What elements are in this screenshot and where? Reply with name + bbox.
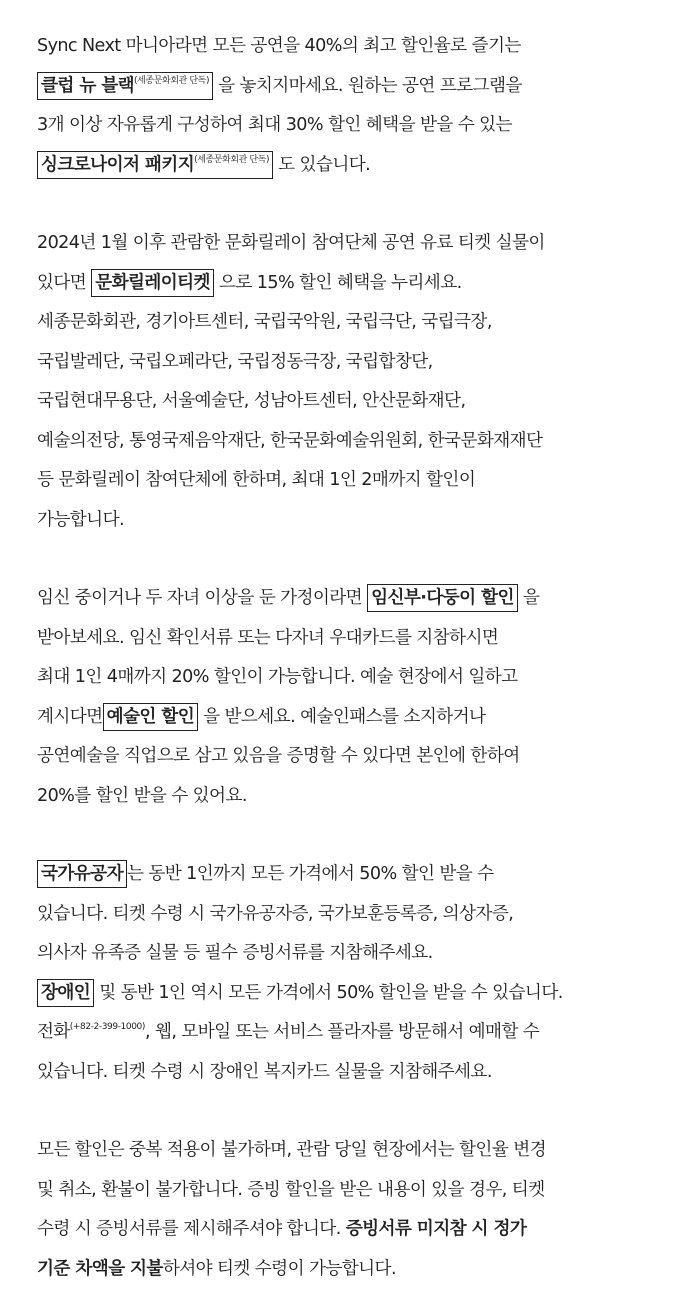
text-line: 등 문화릴레이 참여단체에 한하며, 최대 1인 2매까지 할인이	[37, 461, 677, 501]
text-line: 받아보세요. 임신 확인서류 또는 다자녀 우대카드를 지참하시면	[37, 619, 677, 659]
text-span: 수령 시 증빙서류를 제시해주셔야 합니다.	[37, 1219, 341, 1239]
text-line: 가능합니다.	[37, 501, 677, 541]
text-span: 계시다면	[37, 707, 103, 727]
text-span: 있다면	[37, 273, 86, 293]
merit-disabled-paragraph	[37, 855, 677, 1092]
text-line: 의사자 유족증 실물 등 필수 증빙서류를 지참해주세요.	[37, 934, 677, 974]
national-merit-badge: 국가유공자	[37, 860, 127, 888]
bold-notice: 증빙서류 미지참 시 정가	[346, 1219, 527, 1239]
text-line: 예술의전당, 통영국제음악재단, 한국문화예술위원회, 한국문화재재단	[37, 422, 677, 462]
text-line	[37, 855, 677, 895]
text-line: 최대 1인 4매까지 20% 할인이 가능합니다. 예술 현장에서 일하고	[37, 658, 677, 698]
text-span: 으로 15% 할인 혜택을 누리세요.	[219, 273, 462, 293]
text-line	[37, 579, 677, 619]
text-line: 및 취소, 환불이 불가합니다. 증빙 할인을 받은 내용이 있을 경우, 티켓	[37, 1171, 677, 1211]
text-span: 및 동반 1인 역시 모든 가격에서 50% 할인을 받을 수 있습니다.	[99, 983, 563, 1003]
text-line: 2024년 1월 이후 관람한 문화릴레이 참여단체 공연 유료 티켓 실물이	[37, 224, 677, 264]
culture-relay-paragraph	[37, 224, 677, 540]
pregnancy-artist-paragraph	[37, 579, 677, 816]
text-line	[37, 264, 677, 304]
text-span: 전화	[37, 1022, 70, 1042]
sync-note: (세종문화회관 단독)	[194, 154, 269, 164]
text-line	[37, 1250, 677, 1289]
text-line	[37, 1013, 677, 1053]
club-package-paragraph	[37, 27, 677, 185]
text-line	[37, 974, 677, 1014]
notice-paragraph	[37, 1131, 677, 1289]
text-line	[37, 67, 677, 107]
pregnancy-multichild-badge: 임신부·다둥이 할인	[367, 584, 518, 612]
culture-relay-ticket-badge: 문화릴레이티켓	[91, 269, 214, 297]
text-line	[37, 146, 677, 186]
text-line	[37, 698, 677, 738]
text-line: 3개 이상 자유롭게 구성하여 최대 30% 할인 혜택을 받을 수 있는	[37, 106, 677, 146]
text-span: 는 동반 1인까지 모든 가격에서 50% 할인 받을 수	[127, 864, 494, 884]
text-span: 하셔야 티켓 수령이 가능합니다.	[163, 1259, 396, 1279]
text-line: 있습니다. 티켓 수령 시 장애인 복지카드 실물을 지참해주세요.	[37, 1053, 677, 1093]
bold-notice: 기준 차액을 지불	[37, 1259, 163, 1279]
artist-discount-badge: 예술인 할인	[103, 703, 199, 731]
text-span: 도 있습니다.	[278, 155, 370, 175]
text-span: 을 놓치지마세요. 원하는 공연 프로그램을	[218, 76, 522, 96]
sync-label: 싱크로나이저 패키지	[41, 155, 194, 175]
phone-number: (+82-2-399-1000)	[70, 1022, 145, 1032]
synchronizer-package-badge	[37, 151, 273, 179]
discount-info	[37, 27, 677, 1289]
text-span: 을	[523, 588, 539, 608]
club-note: (세종문화회관 단독)	[134, 75, 209, 85]
text-line: 국립현대무용단, 서울예술단, 성남아트센터, 안산문화재단,	[37, 382, 677, 422]
text-line: 공연예술을 직업으로 삼고 있음을 증명할 수 있다면 본인에 한하여	[37, 737, 677, 777]
text-line: 있습니다. 티켓 수령 시 국가유공자증, 국가보훈등록증, 의상자증,	[37, 895, 677, 935]
text-line	[37, 1210, 677, 1250]
text-span: 을 받으세요. 예술인패스를 소지하거나	[203, 707, 485, 727]
club-new-black-badge	[37, 72, 213, 100]
disabled-discount-badge: 장애인	[37, 979, 94, 1007]
text-line: 모든 할인은 중복 적용이 불가하며, 관람 당일 현장에서는 할인율 변경	[37, 1131, 677, 1171]
text-line: Sync Next 마니아라면 모든 공연을 40%의 최고 할인율로 즐기는	[37, 27, 677, 67]
text-span: 임신 중이거나 두 자녀 이상을 둔 가정이라면	[37, 588, 362, 608]
text-line: 세종문화회관, 경기아트센터, 국립국악원, 국립극단, 국립극장,	[37, 303, 677, 343]
text-line: 국립발레단, 국립오페라단, 국립정동극장, 국립합창단,	[37, 343, 677, 383]
text-line: 20%를 할인 받을 수 있어요.	[37, 777, 677, 817]
club-label: 클럽 뉴 블랙	[41, 76, 134, 96]
text-span: , 웹, 모바일 또는 서비스 플라자를 방문해서 예매할 수	[145, 1022, 539, 1042]
